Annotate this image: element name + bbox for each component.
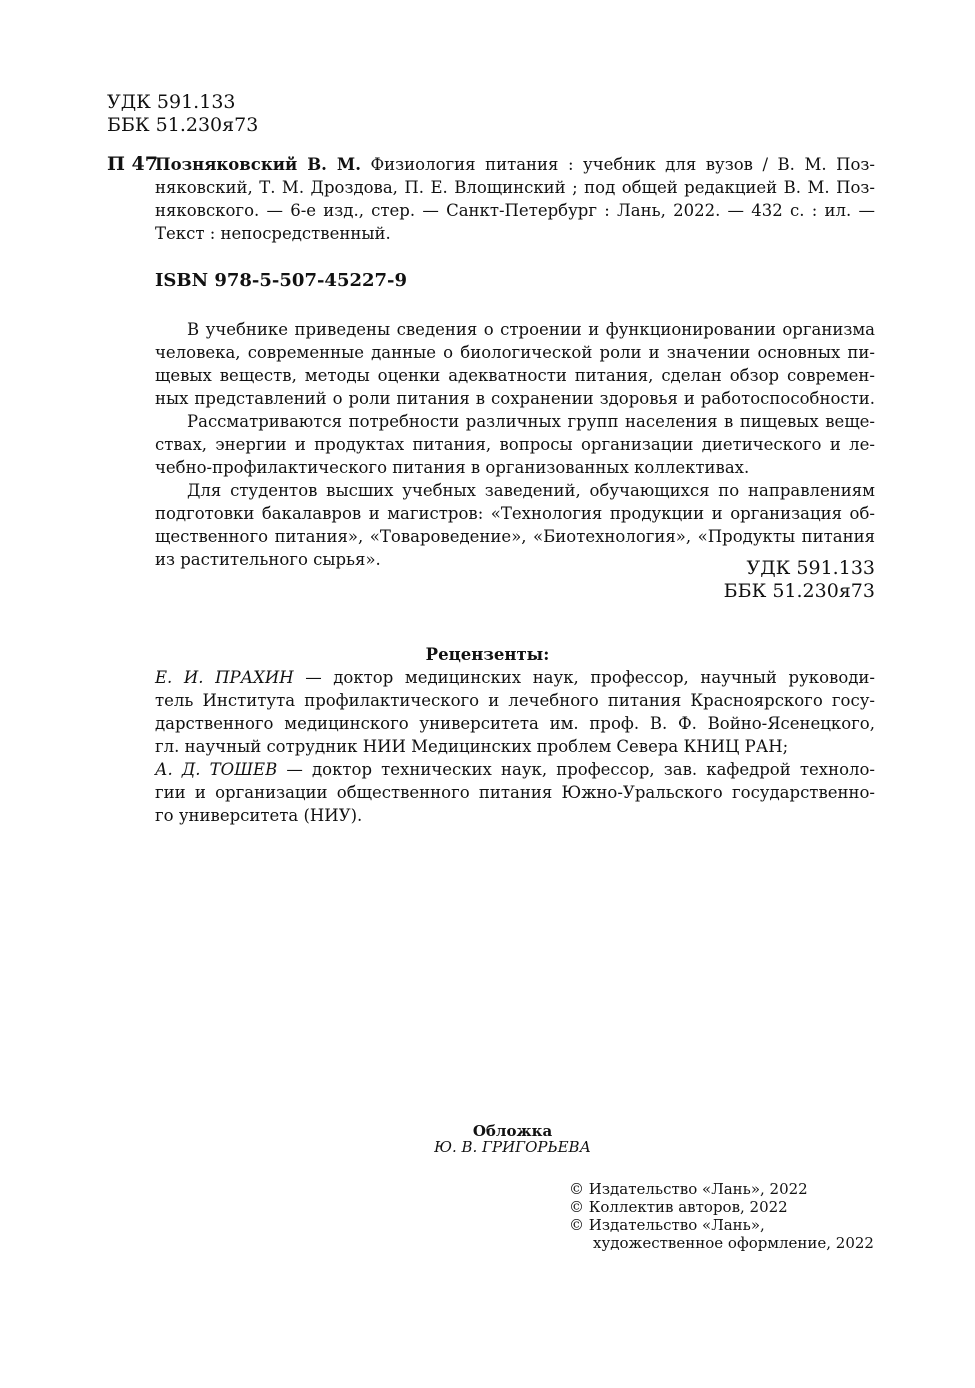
annotation-line: подготовки бакалавров и магистров: «Технология продукции и организация об- <box>155 504 875 523</box>
bbk-code-right: ББК 51.230я73 <box>723 580 875 602</box>
bbk-code: ББК 51.230я73 <box>107 114 259 136</box>
bibliographic-description <box>155 153 875 245</box>
annotation-line: В учебнике приведены сведения о строении и функционировании организма <box>187 320 875 339</box>
biblio-line-1: Позняковский В. М. Физиология питания : учебник для вузов / В. М. Поз- <box>155 155 875 174</box>
reviewer-1-line: Е. И. ПРАХИН — доктор медицинских наук, профессор, научный руководи- <box>155 668 875 687</box>
reviewer-1-line: гл. научный сотрудник НИИ Медицинских проблем Севера КНИЦ РАН; <box>155 737 789 756</box>
annotation-line: Рассматриваются потребности различных групп населения в пищевых веще- <box>187 412 875 431</box>
copyright-line: © Издательство «Лань», <box>569 1216 765 1234</box>
annotation-line: щественного питания», «Товароведение», «Биотехнология», «Продукты питания <box>155 527 875 546</box>
reviewers-list <box>155 666 875 827</box>
reviewer-2-line: го университета (НИУ). <box>155 806 363 825</box>
reviewer-2-line: гии и организации общественного питания Южно-Уральского государственно- <box>155 783 875 802</box>
annotation-line: Для студентов высших учебных заведений, обучающихся по направлениям <box>187 481 875 500</box>
reviewer-1-line: дарственного медицинского университета им. проф. В. Ф. Войно-Ясенецкого, <box>155 714 875 733</box>
annotation <box>155 318 875 571</box>
cover-credit-title: Обложка <box>472 1122 553 1140</box>
isbn: ISBN 978-5-507-45227-9 <box>155 270 408 291</box>
annotation-line: чебно-профилактического питания в организованных коллективах. <box>155 458 750 477</box>
reviewer-1-name: Е. И. ПРАХИН <box>155 668 294 687</box>
annotation-line: щевых веществ, методы оценки адекватности питания, сделан обзор современ- <box>155 366 875 385</box>
reviewer-1-line: тель Института профилактического и лечебного питания Красноярского госу- <box>155 691 875 710</box>
cover-credit-name: Ю. В. ГРИГОРЬЕВА <box>434 1138 591 1156</box>
author-sign: П 47 <box>107 153 158 175</box>
reviewers-title: Рецензенты: <box>425 645 550 664</box>
annotation-line: из растительного сырья». <box>155 550 381 569</box>
udk-code: УДК 591.133 <box>107 91 236 113</box>
classification-codes-top <box>107 91 258 137</box>
annotation-line: человека, современные данные о биологической роли и значении основных пи- <box>155 343 875 362</box>
annotation-line: ных представлений о роли питания в сохранении здоровья и работоспособности. <box>155 389 875 408</box>
copyright-line: художественное оформление, 2022 <box>593 1234 874 1252</box>
copyright-line: © Издательство «Лань», 2022 <box>569 1180 808 1198</box>
copyright-line: © Коллектив авторов, 2022 <box>569 1198 788 1216</box>
classification-codes-right <box>724 557 875 603</box>
udk-code-right: УДК 591.133 <box>746 557 875 579</box>
biblio-line-3: няковского. — 6-е изд., стер. — Санкт-Петербург : Лань, 2022. — 432 с. : ил. — <box>155 201 875 220</box>
reviewer-2-name: А. Д. ТОШЕВ <box>155 760 278 779</box>
annotation-line: ствах, энергии и продуктах питания, вопросы организации диетического и ле- <box>155 435 875 454</box>
biblio-line-4: Текст : непосредственный. <box>155 224 391 243</box>
biblio-line-2: няковский, Т. М. Дроздова, П. Е. Влощинский ; под общей редакцией В. М. Поз- <box>155 178 875 197</box>
reviewer-2-line: А. Д. ТОШЕВ — доктор технических наук, профессор, зав. кафедрой техноло- <box>155 760 875 779</box>
copyright-block <box>569 1180 874 1252</box>
author-name: Позняковский В. М. <box>155 155 361 174</box>
